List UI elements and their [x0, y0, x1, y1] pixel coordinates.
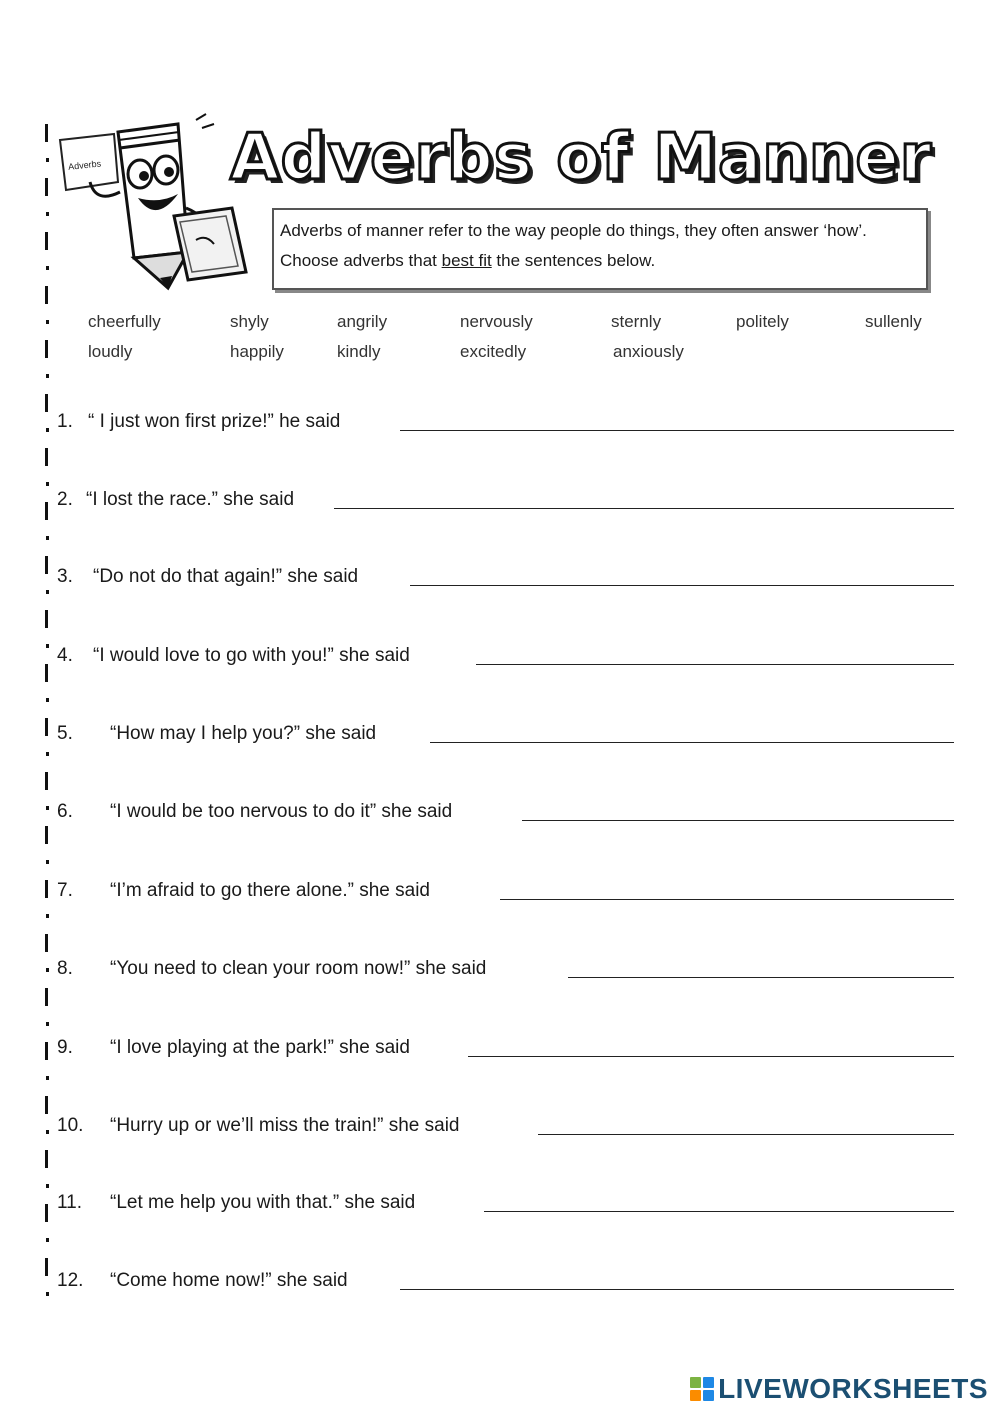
answer-line[interactable] — [538, 1134, 954, 1135]
word-bank-item: anxiously — [613, 342, 684, 361]
answer-line[interactable] — [484, 1211, 954, 1212]
watermark-text: LIVEWORKSHEETS — [718, 1373, 988, 1404]
border-dot — [46, 1022, 49, 1026]
answer-line[interactable] — [334, 508, 954, 509]
border-dash — [45, 340, 48, 358]
answer-line[interactable] — [500, 899, 954, 900]
instructions-emphasis: best fit — [441, 251, 492, 270]
word-bank-item: sternly — [611, 312, 662, 331]
question-number: 12. — [57, 1270, 84, 1291]
worksheet-title: Adverbs of Manner — [230, 121, 933, 195]
border-dot — [46, 860, 49, 864]
border-dot — [46, 806, 49, 810]
question-text: “How may I help you?” she said — [110, 723, 377, 744]
border-dot — [46, 1238, 49, 1242]
border-dot — [46, 1076, 49, 1080]
border-dot — [46, 752, 49, 756]
logo-square-green — [690, 1377, 701, 1388]
border-dot — [46, 1130, 49, 1134]
word-bank-item: shyly — [230, 312, 269, 331]
answer-line[interactable] — [410, 585, 954, 586]
border-dot — [46, 698, 49, 702]
border-dot — [46, 1184, 49, 1188]
border-dot — [46, 428, 49, 432]
answer-line[interactable] — [522, 820, 954, 821]
instructions-box — [272, 208, 928, 290]
border-dash — [45, 934, 48, 952]
answer-line[interactable] — [400, 1289, 954, 1290]
border-dash — [45, 1042, 48, 1060]
border-dash — [45, 556, 48, 574]
question-text: “Let me help you with that.” she said — [110, 1192, 416, 1213]
word-bank-item: angrily — [337, 312, 388, 331]
question-number: 6. — [57, 801, 73, 822]
border-dash — [45, 988, 48, 1006]
border-dash — [45, 718, 48, 736]
word-bank-item: excitedly — [460, 342, 527, 361]
border-dot — [46, 374, 49, 378]
mascot-paper-label: Adverbs — [67, 158, 102, 172]
border-dash — [45, 1150, 48, 1168]
border-dash — [45, 178, 48, 196]
border-dash — [45, 286, 48, 304]
word-bank-item: cheerfully — [88, 312, 161, 331]
border-dash — [45, 1096, 48, 1114]
instructions-part2: the sentences below. — [491, 251, 656, 270]
liveworksheets-watermark — [689, 1372, 988, 1406]
logo-square-blue — [703, 1377, 714, 1388]
question-text: “Hurry up or we’ll miss the train!” she said — [110, 1115, 460, 1136]
dashed-left-border — [44, 120, 52, 1300]
border-dash — [45, 448, 48, 466]
instructions-text — [280, 210, 926, 276]
border-dot — [46, 482, 49, 486]
border-dash — [45, 502, 48, 520]
question-text: “I love playing at the park!” she said — [110, 1037, 410, 1058]
border-dash — [45, 664, 48, 682]
question-text: “Come home now!” she said — [110, 1270, 348, 1291]
border-dot — [46, 1292, 49, 1296]
answer-line[interactable] — [468, 1056, 954, 1057]
border-dash — [45, 394, 48, 412]
border-dash — [45, 772, 48, 790]
answer-line[interactable] — [568, 977, 954, 978]
pencil-mascot-illustration — [56, 112, 252, 296]
answer-line[interactable] — [430, 742, 954, 743]
logo-square-orange — [690, 1390, 701, 1401]
question-number: 9. — [57, 1037, 73, 1058]
border-dash — [45, 826, 48, 844]
question-number: 5. — [57, 723, 73, 744]
question-number: 7. — [57, 880, 73, 901]
logo-square-blue-2 — [703, 1390, 714, 1401]
question-number: 4. — [57, 645, 73, 666]
border-dot — [46, 158, 49, 162]
question-number: 1. — [57, 411, 73, 432]
border-dash — [45, 610, 48, 628]
question-text: “Do not do that again!” she said — [93, 566, 359, 587]
question-text: “I lost the race.” she said — [86, 489, 295, 510]
question-text: “You need to clean your room now!” she said — [110, 958, 487, 979]
question-number: 3. — [57, 566, 73, 587]
question-text: “ I just won first prize!” he said — [88, 411, 341, 432]
border-dot — [46, 266, 49, 270]
question-number: 8. — [57, 958, 73, 979]
border-dash — [45, 124, 48, 142]
instructions-part1: Adverbs of manner refer to the way people do things, they often answer ‘how’. Choose adverbs that — [280, 221, 867, 270]
border-dot — [46, 914, 49, 918]
border-dot — [46, 212, 49, 216]
border-dash — [45, 880, 48, 898]
answer-line[interactable] — [476, 664, 954, 665]
border-dash — [45, 1258, 48, 1276]
word-bank-item: nervously — [460, 312, 533, 331]
border-dot — [46, 590, 49, 594]
border-dot — [46, 536, 49, 540]
word-bank-item: sullenly — [865, 312, 922, 331]
border-dash — [45, 1204, 48, 1222]
question-text: “I’m afraid to go there alone.” she said — [110, 880, 431, 901]
question-number: 10. — [57, 1115, 84, 1136]
answer-line[interactable] — [400, 430, 954, 431]
word-bank-item: politely — [736, 312, 789, 331]
word-bank-item: kindly — [337, 342, 381, 361]
liveworksheets-logo-icon — [689, 1376, 715, 1402]
question-number: 2. — [57, 489, 73, 510]
question-number: 11. — [57, 1192, 83, 1213]
word-bank-item: happily — [230, 342, 284, 361]
word-bank-item: loudly — [88, 342, 133, 361]
border-dot — [46, 320, 49, 324]
border-dot — [46, 644, 49, 648]
question-text: “I would love to go with you!” she said — [93, 645, 410, 666]
question-text: “I would be too nervous to do it” she said — [110, 801, 453, 822]
border-dash — [45, 232, 48, 250]
border-dot — [46, 968, 49, 972]
